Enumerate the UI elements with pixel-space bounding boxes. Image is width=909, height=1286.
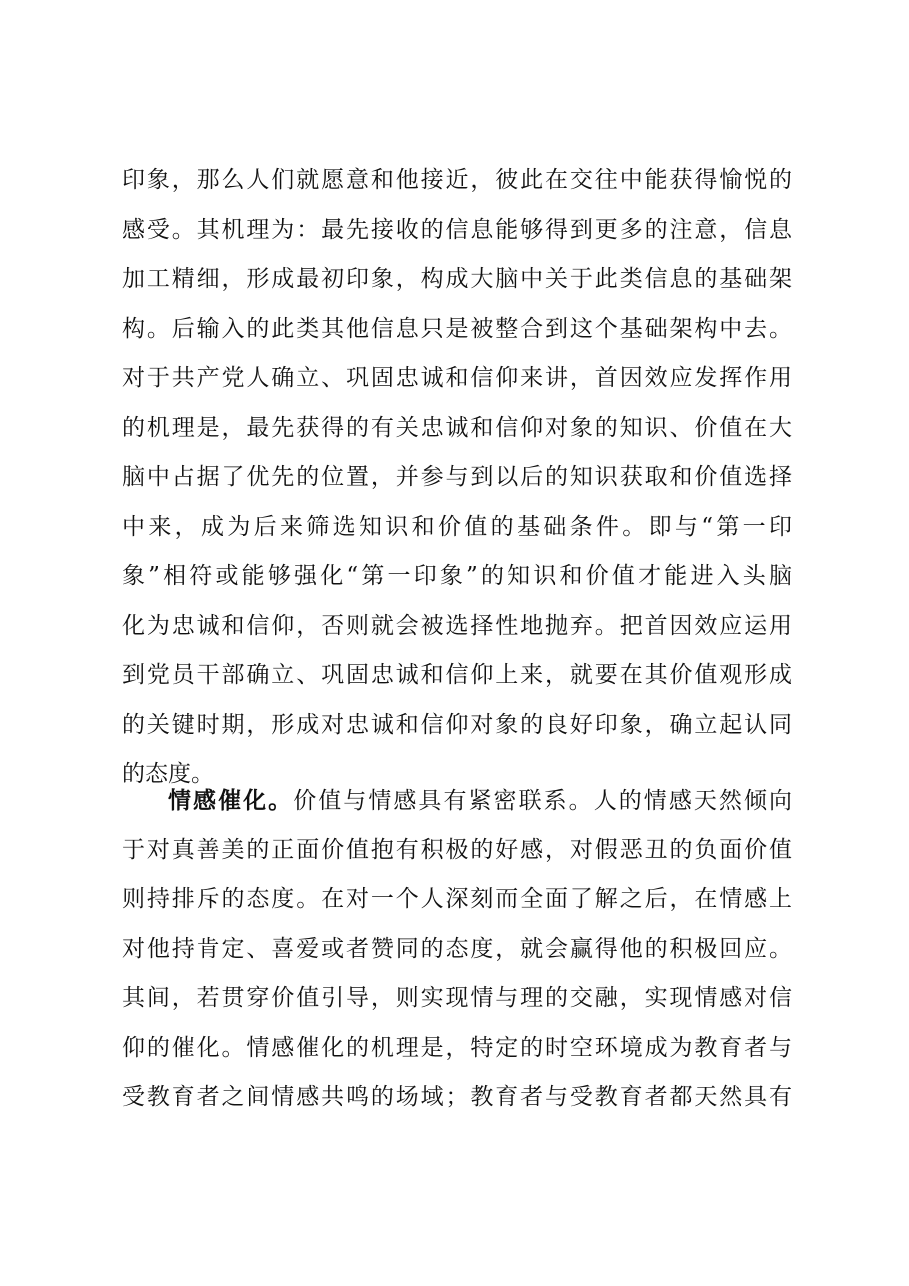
text-line: 脑中占据了优先的位置，并参与到以后的知识获取和价值选择 [122,464,792,490]
text-line: 对他持肯定、喜爱或者赞同的态度，就会赢得他的积极回应。 [122,935,792,962]
text-line: 中来，成为后来筛选知识和价值的基础条件。即与“第一印 [122,513,792,540]
text-line: 加工精细，形成最初印象，构成大脑中关于此类信息的基础架 [122,266,792,292]
text-line: 于对真善美的正面价值抱有积极的好感，对假恶丑的负面价值 [122,836,792,863]
section-heading: 情感催化。 [168,787,294,814]
text-line: 其间，若贯穿价值引导，则实现情与理的交融，实现情感对信 [122,985,792,1011]
text-line: 仰的催化。情感催化的机理是，特定的时空环境成为教育者与 [122,1034,792,1061]
text-line: 的态度。 [122,761,214,787]
text-line: 感受。其机理为：最先接收的信息能够得到更多的注意，信息 [122,216,792,243]
text-line: 化为忠诚和信仰，否则就会被选择性地抛弃。把首因效应运用 [122,612,792,639]
text-line: 到党员干部确立、巩固忠诚和信仰上来，就要在其价值观形成 [122,662,792,688]
paragraph-first-line [122,776,792,826]
text-line: 受教育者之间情感共鸣的场域；教育者与受教育者都天然具有 [122,1084,792,1110]
paragraph-emotional-catalysis [122,776,792,1123]
text-line: 的关键时期，形成对忠诚和信仰对象的良好印象，确立起认同 [122,711,792,738]
text-line: 的机理是，最先获得的有关忠诚和信仰对象的知识、价值在大 [122,414,792,441]
first-line-text: 价值与情感具有紧密联系。人的情感天然倾向 [293,788,793,814]
paragraph-primacy-effect [122,156,792,800]
text-line: 对于共产党人确立、巩固忠诚和信仰来讲，首因效应发挥作用 [122,365,792,391]
text-line: 象”相符或能够强化“第一印象”的知识和价值才能进入头脑 [122,563,792,589]
text-line: 构。后输入的此类其他信息只是被整合到这个基础架构中去。 [122,315,792,342]
text-line: 印象，那么人们就愿意和他接近，彼此在交往中能获得愉悦的 [122,167,792,193]
text-line: 则持排斥的态度。在对一个人深刻而全面了解之后，在情感上 [122,886,792,912]
